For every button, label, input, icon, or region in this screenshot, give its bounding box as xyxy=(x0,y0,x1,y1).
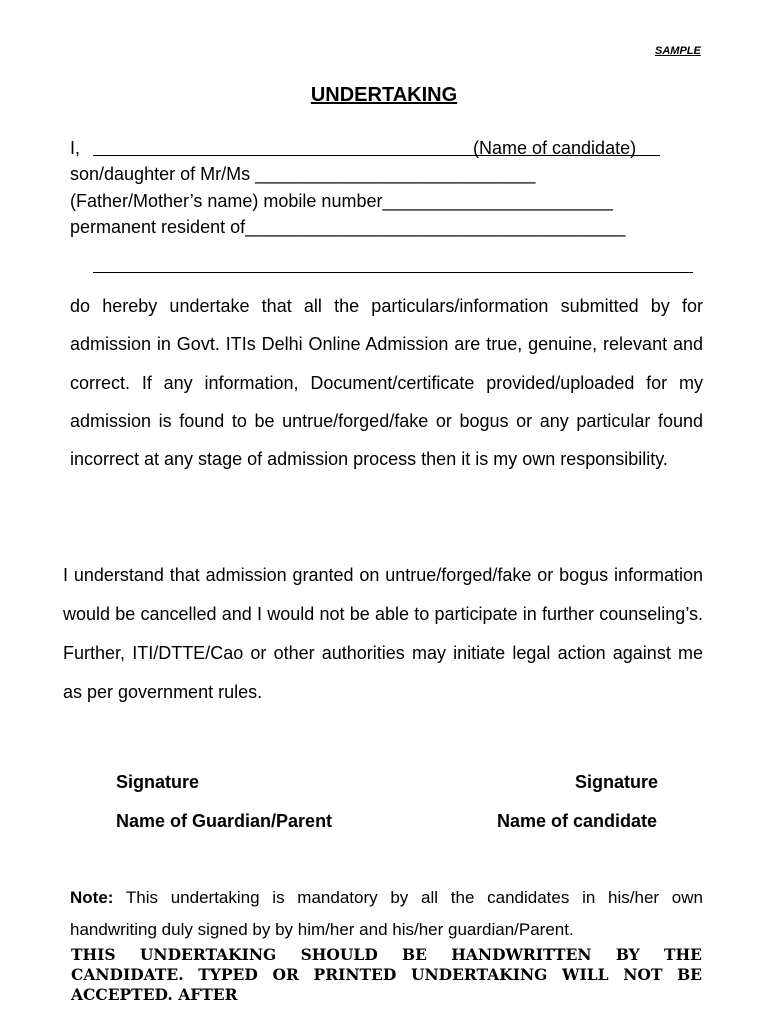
guardian-signature-label: Signature xyxy=(116,772,200,792)
undertaking-paragraph: do hereby undertake that all the particulars/information submitted by for admission in Govt. ITIs Delhi Online Admission are true, genuine, relevant and correct. If any information, Document/certificate provided/uploaded for my admission is found to be untrue/forged/fake or bogus or any particular found incorrect at any stage of admission process then it is my own responsibility. xyxy=(70,296,703,470)
candidate-name-prefix: I, xyxy=(70,138,81,158)
page-title: UNDERTAKING xyxy=(310,84,458,106)
candidate-name-line xyxy=(70,137,80,159)
consequence-paragraph: I understand that admission granted on untrue/forged/fake or bogus information would be cancelled and I would not be able to participate in further counseling’s. Further, ITI/DTTE/Cao or other authorities may initiate legal action against me as per government rules. xyxy=(63,565,703,702)
parent-name-line: son/daughter of Mr/Ms ____________________________ xyxy=(70,164,536,184)
note-label: Note: xyxy=(70,888,114,907)
note-text: This undertaking is mandatory by all the candidates in his/her own handwriting duly signed by by him/her and his/her guardian/Parent. xyxy=(70,888,703,939)
candidate-name-caption: (Name of candidate) xyxy=(473,138,637,158)
handwritten-warning: THIS UNDERTAKING SHOULD BE HANDWRITTEN BY THE CANDIDATE. TYPED OR PRINTED UNDERTAKING WILL NOT BE ACCEPTED. AFTER xyxy=(71,945,702,1004)
candidate-name-label: Name of candidate xyxy=(497,811,658,831)
mobile-number-line: (Father/Mother’s name) mobile number_______________________ xyxy=(70,191,613,211)
candidate-signature-label: Signature xyxy=(575,772,659,792)
guardian-name-label: Name of Guardian/Parent xyxy=(116,811,333,831)
address-underline xyxy=(93,272,693,273)
address-blank-line xyxy=(93,272,693,273)
residence-line: permanent resident of______________________________________ xyxy=(70,217,626,237)
sample-label: SAMPLE xyxy=(655,45,701,57)
note-block xyxy=(70,882,703,946)
